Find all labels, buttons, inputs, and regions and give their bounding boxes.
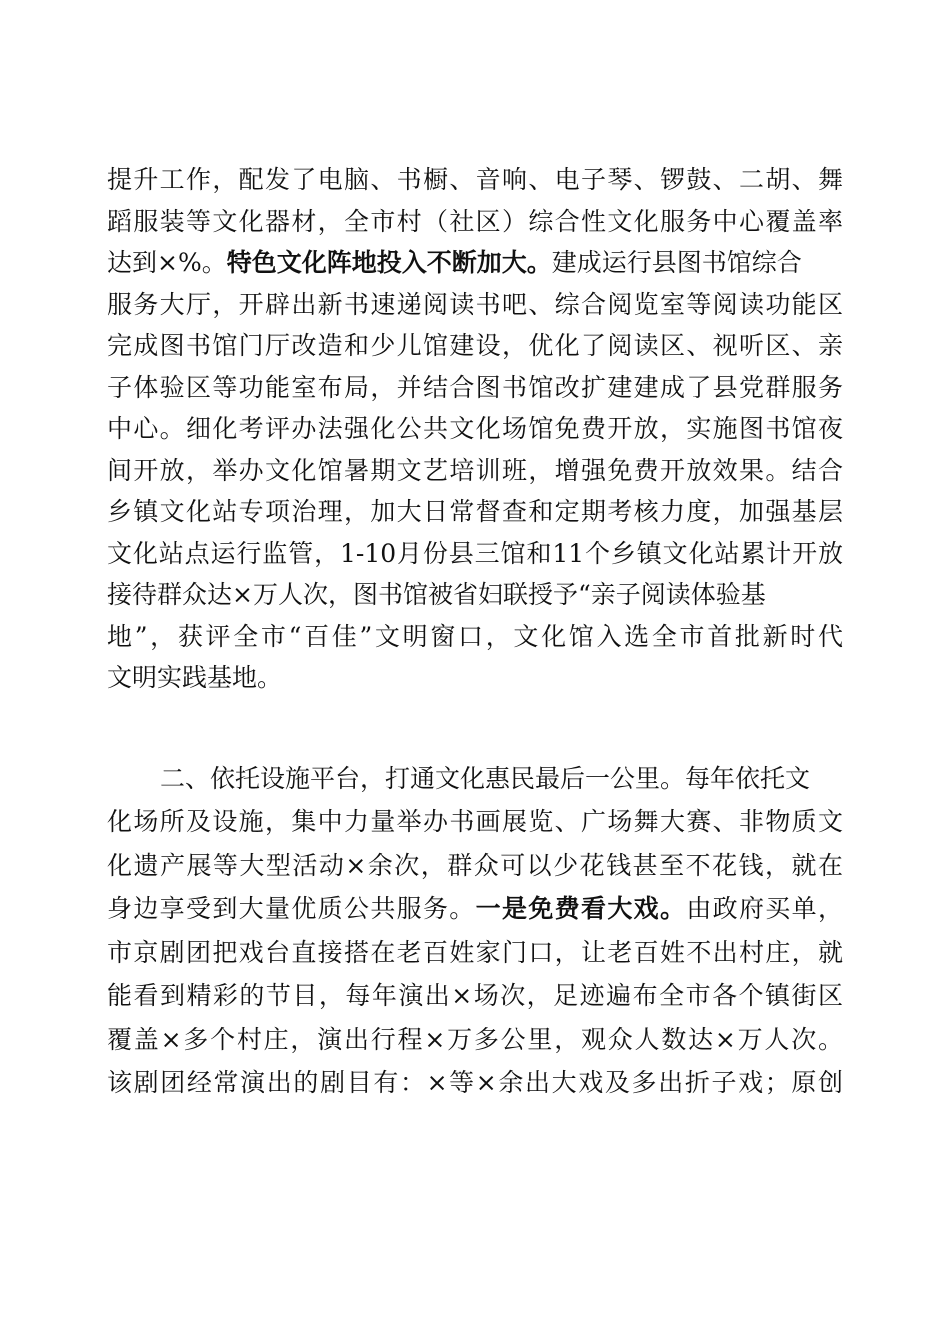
text-line: 接待群众达×万人次，图书馆被省妇联授予“亲子阅读体验基 [107,580,766,609]
text-run: 达到×%。 [107,248,227,277]
text-line: 子体验区等功能室布局，并结合图书馆改扩建建成了县党群服务 [107,373,843,402]
text-line: 蹈服装等文化器材，全市村（社区）综合性文化服务中心覆盖率 [107,207,843,236]
text-line: 覆盖×多个村庄，演出行程×万多公里，观众人数达×万人次。 [107,1025,843,1054]
bold-heading: 特色文化阵地投入不断加大。 [226,248,552,277]
text-line: 间开放，举办文化馆暑期文艺培训班，增强免费开放效果。结合 [107,456,843,485]
text-line: 该剧团经常演出的剧目有：×等×余出大戏及多出折子戏；原创 [107,1068,843,1097]
text-line: 市京剧团把戏台直接搭在老百姓家门口，让老百姓不出村庄，就 [107,938,843,967]
text-line: 化遗产展等大型活动×余次，群众可以少花钱甚至不花钱，就在 [107,851,843,880]
text-line: 化场所及设施，集中力量举办书画展览、广场舞大赛、非物质文 [107,807,843,836]
text-line: 乡镇文化站专项治理，加大日常督查和定期考核力度，加强基层 [107,497,843,526]
text-line [107,892,843,926]
text-line: 完成图书馆门厅改造和少儿馆建设，优化了阅读区、视听区、亲 [107,331,843,360]
text-line: 服务大厅，开辟出新书速递阅读书吧、综合阅览室等阅读功能区 [107,290,843,319]
text-line: 文化站点运行监管，1-10月份县三馆和11个乡镇文化站累计开放 [107,539,843,568]
text-line: 中心。细化考评办法强化公共文化场馆免费开放，实施图书馆夜 [107,414,843,443]
text-line: 文明实践基地。 [107,663,283,692]
text-line: 地”，获评全市“百佳”文明窗口，文化馆入选全市首批新时代 [107,622,843,651]
text-run: 身边享受到大量优质公共服务。 [107,894,476,923]
text-line [107,246,843,280]
section-heading-line: 二、依托设施平台，打通文化惠民最后一公里。每年依托文 [160,764,811,793]
text-line: 提升工作，配发了电脑、书橱、音响、电子琴、锣鼓、二胡、舞 [107,165,843,194]
text-run: 建成运行县图书馆综合 [551,248,802,277]
text-run: 由政府买单， [686,894,843,923]
bold-heading: 一是免费看大戏。 [475,894,687,923]
text-line: 能看到精彩的节目，每年演出×场次，足迹遍布全市各个镇街区 [107,981,843,1010]
